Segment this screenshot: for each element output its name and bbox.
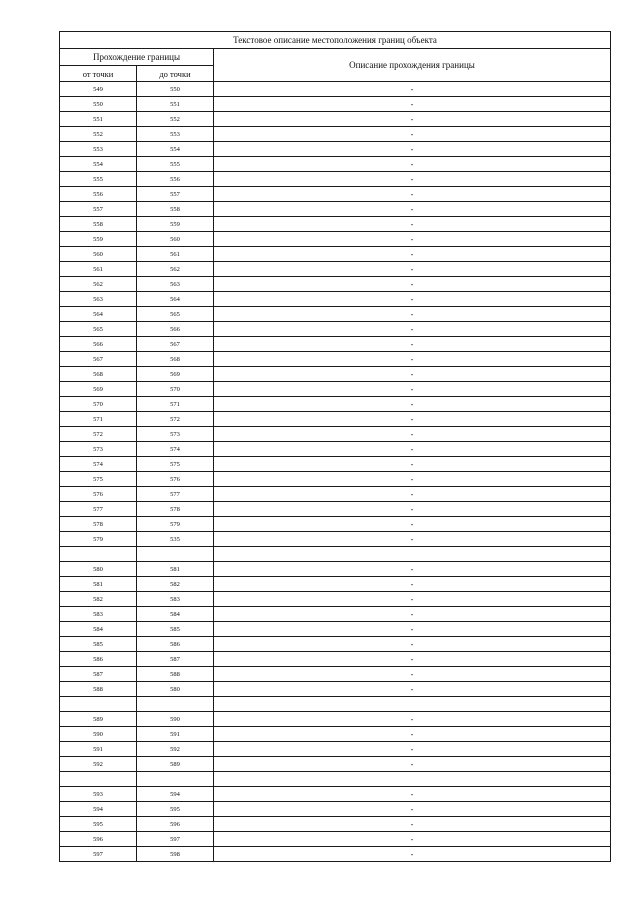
description-cell: - [214,832,611,847]
table-row [60,352,611,367]
table-row [60,187,611,202]
to-point-cell: 582 [137,577,214,592]
from-point-cell: 564 [60,307,137,322]
to-point-cell: 552 [137,112,214,127]
table-row [60,322,611,337]
to-point-header: до точки [137,66,214,82]
from-point-cell: 580 [60,562,137,577]
table-row [60,127,611,142]
from-point-cell: 554 [60,157,137,172]
from-point-cell: 591 [60,742,137,757]
from-point-cell: 576 [60,487,137,502]
from-point-cell: 596 [60,832,137,847]
to-point-cell: 563 [137,277,214,292]
from-point-cell: 574 [60,457,137,472]
table-row [60,427,611,442]
to-point-cell: 571 [137,397,214,412]
table-row [60,622,611,637]
to-point-cell: 560 [137,232,214,247]
from-point-cell: 575 [60,472,137,487]
empty-cell [137,772,214,787]
to-point-cell: 580 [137,682,214,697]
table-row [60,562,611,577]
from-point-cell: 594 [60,802,137,817]
description-cell: - [214,262,611,277]
description-cell: - [214,202,611,217]
to-point-cell: 561 [137,247,214,262]
section-separator-row [60,697,611,712]
to-point-cell: 566 [137,322,214,337]
from-point-cell: 584 [60,622,137,637]
description-cell: - [214,217,611,232]
table-row [60,727,611,742]
table-row [60,337,611,352]
to-point-cell: 578 [137,502,214,517]
to-point-cell: 573 [137,427,214,442]
from-point-cell: 555 [60,172,137,187]
table-row [60,847,611,862]
description-cell: - [214,292,611,307]
description-cell: - [214,712,611,727]
table-row [60,262,611,277]
empty-cell [60,697,137,712]
from-point-cell: 558 [60,217,137,232]
to-point-cell: 558 [137,202,214,217]
description-cell: - [214,412,611,427]
header-row [60,49,611,66]
to-point-cell: 586 [137,637,214,652]
table-row [60,757,611,772]
from-point-cell: 565 [60,322,137,337]
from-point-cell: 589 [60,712,137,727]
from-point-cell: 572 [60,427,137,442]
table-row [60,787,611,802]
description-header: Описание прохождения границы [214,49,611,82]
to-point-cell: 564 [137,292,214,307]
to-point-cell: 550 [137,82,214,97]
to-point-cell: 570 [137,382,214,397]
description-cell: - [214,517,611,532]
to-point-cell: 559 [137,217,214,232]
description-cell: - [214,472,611,487]
table-row [60,382,611,397]
to-point-cell: 579 [137,517,214,532]
table-row [60,172,611,187]
from-point-cell: 583 [60,607,137,622]
to-point-cell: 581 [137,562,214,577]
from-point-header: от точки [60,66,137,82]
table-row [60,457,611,472]
table-row [60,487,611,502]
table-row [60,742,611,757]
to-point-cell: 588 [137,667,214,682]
table-row [60,517,611,532]
table-row [60,607,611,622]
description-cell: - [214,787,611,802]
to-point-cell: 598 [137,847,214,862]
description-cell: - [214,232,611,247]
table-row [60,277,611,292]
table-row [60,817,611,832]
table-row [60,307,611,322]
description-cell: - [214,442,611,457]
description-cell: - [214,592,611,607]
description-cell: - [214,127,611,142]
table-row [60,232,611,247]
empty-cell [137,547,214,562]
description-cell: - [214,652,611,667]
to-point-cell: 553 [137,127,214,142]
description-cell: - [214,367,611,382]
empty-cell [214,772,611,787]
from-point-cell: 550 [60,97,137,112]
table-row [60,292,611,307]
from-point-cell: 556 [60,187,137,202]
description-cell: - [214,742,611,757]
to-point-cell: 576 [137,472,214,487]
to-point-cell: 569 [137,367,214,382]
from-point-cell: 553 [60,142,137,157]
from-point-cell: 557 [60,202,137,217]
description-cell: - [214,637,611,652]
from-point-cell: 593 [60,787,137,802]
table-title: Текстовое описание местоположения границ объекта [60,32,611,49]
to-point-cell: 595 [137,802,214,817]
from-point-cell: 597 [60,847,137,862]
from-point-cell: 581 [60,577,137,592]
empty-cell [60,772,137,787]
to-point-cell: 590 [137,712,214,727]
to-point-cell: 572 [137,412,214,427]
table-row [60,637,611,652]
from-point-cell: 586 [60,652,137,667]
description-cell: - [214,682,611,697]
table-row [60,712,611,727]
to-point-cell: 556 [137,172,214,187]
to-point-cell: 583 [137,592,214,607]
table-row [60,502,611,517]
section-separator-row [60,772,611,787]
from-point-cell: 579 [60,532,137,547]
to-point-cell: 594 [137,787,214,802]
to-point-cell: 597 [137,832,214,847]
table-row [60,802,611,817]
to-point-cell: 589 [137,757,214,772]
description-cell: - [214,757,611,772]
description-cell: - [214,817,611,832]
from-point-cell: 562 [60,277,137,292]
description-cell: - [214,112,611,127]
table-row [60,652,611,667]
description-cell: - [214,142,611,157]
from-point-cell: 561 [60,262,137,277]
description-cell: - [214,847,611,862]
to-point-cell: 557 [137,187,214,202]
description-cell: - [214,307,611,322]
description-cell: - [214,382,611,397]
to-point-cell: 596 [137,817,214,832]
from-point-cell: 569 [60,382,137,397]
description-cell: - [214,622,611,637]
table-row [60,367,611,382]
from-point-cell: 559 [60,232,137,247]
description-cell: - [214,352,611,367]
empty-cell [214,547,611,562]
from-point-cell: 571 [60,412,137,427]
table-row [60,157,611,172]
to-point-cell: 591 [137,727,214,742]
boundary-passage-header: Прохождение границы [60,49,214,66]
table-title-row [60,32,611,49]
boundary-table [59,31,611,862]
to-point-cell: 565 [137,307,214,322]
description-cell: - [214,427,611,442]
to-point-cell: 568 [137,352,214,367]
from-point-cell: 587 [60,667,137,682]
from-point-cell: 563 [60,292,137,307]
description-cell: - [214,322,611,337]
description-cell: - [214,502,611,517]
table-row [60,532,611,547]
table-row [60,412,611,427]
description-cell: - [214,277,611,292]
from-point-cell: 567 [60,352,137,367]
table-row [60,472,611,487]
to-point-cell: 551 [137,97,214,112]
description-cell: - [214,247,611,262]
from-point-cell: 566 [60,337,137,352]
description-cell: - [214,187,611,202]
table-row [60,247,611,262]
empty-cell [60,547,137,562]
table-row [60,112,611,127]
description-cell: - [214,337,611,352]
from-point-cell: 552 [60,127,137,142]
description-cell: - [214,457,611,472]
to-point-cell: 592 [137,742,214,757]
table-row [60,397,611,412]
table-row [60,202,611,217]
description-cell: - [214,397,611,412]
to-point-cell: 575 [137,457,214,472]
table-row [60,832,611,847]
from-point-cell: 588 [60,682,137,697]
empty-cell [214,697,611,712]
description-cell: - [214,802,611,817]
to-point-cell: 555 [137,157,214,172]
description-cell: - [214,577,611,592]
description-cell: - [214,532,611,547]
table-row [60,442,611,457]
from-point-cell: 595 [60,817,137,832]
to-point-cell: 584 [137,607,214,622]
to-point-cell: 585 [137,622,214,637]
from-point-cell: 560 [60,247,137,262]
description-cell: - [214,172,611,187]
empty-cell [137,697,214,712]
from-point-cell: 549 [60,82,137,97]
to-point-cell: 577 [137,487,214,502]
from-point-cell: 585 [60,637,137,652]
table-row [60,667,611,682]
description-cell: - [214,562,611,577]
from-point-cell: 592 [60,757,137,772]
description-cell: - [214,157,611,172]
to-point-cell: 554 [137,142,214,157]
from-point-cell: 582 [60,592,137,607]
from-point-cell: 590 [60,727,137,742]
table-row [60,142,611,157]
to-point-cell: 574 [137,442,214,457]
from-point-cell: 568 [60,367,137,382]
table-row [60,217,611,232]
description-cell: - [214,607,611,622]
table-row [60,592,611,607]
table-row [60,577,611,592]
description-cell: - [214,82,611,97]
from-point-cell: 551 [60,112,137,127]
boundary-description-document [59,31,610,862]
description-cell: - [214,667,611,682]
from-point-cell: 573 [60,442,137,457]
from-point-cell: 577 [60,502,137,517]
to-point-cell: 587 [137,652,214,667]
from-point-cell: 578 [60,517,137,532]
table-row [60,82,611,97]
from-point-cell: 570 [60,397,137,412]
description-cell: - [214,487,611,502]
section-separator-row [60,547,611,562]
table-row [60,682,611,697]
table-row [60,97,611,112]
to-point-cell: 567 [137,337,214,352]
to-point-cell: 535 [137,532,214,547]
description-cell: - [214,727,611,742]
description-cell: - [214,97,611,112]
to-point-cell: 562 [137,262,214,277]
